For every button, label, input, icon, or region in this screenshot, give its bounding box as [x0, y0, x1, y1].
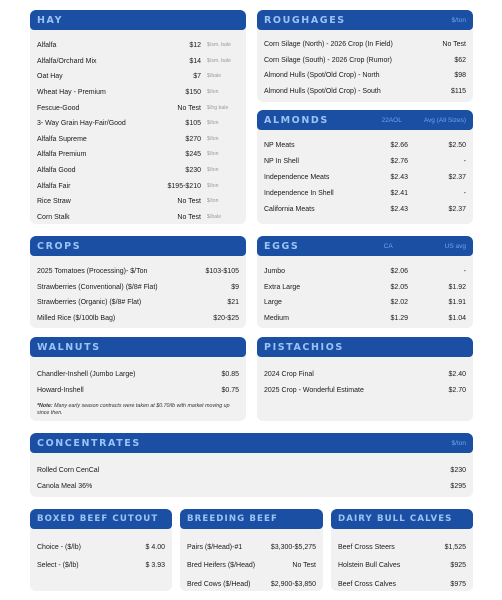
item-value: $14: [189, 57, 201, 65]
roughages-header: [257, 10, 473, 30]
walnuts-panel: [30, 337, 246, 421]
walnuts-note-bold: *Note:: [37, 403, 53, 409]
pistachios-panel: [257, 337, 473, 421]
item-value-col2: $1.04: [448, 315, 466, 323]
item-label: NP In Shell: [264, 158, 299, 166]
item-value-col2: $1.92: [448, 283, 466, 291]
walnuts-note-text: Many early season contracts were taken at $0.70/lb with market moving up since then.: [37, 403, 230, 417]
concentrates-unit: $/ton: [451, 439, 466, 447]
item-label: Alfalfa Fair: [37, 182, 71, 190]
list-item: [37, 462, 466, 479]
item-unit: $/sm. bale: [207, 57, 231, 64]
crops-header: [30, 236, 246, 256]
hay-title: HAY: [37, 14, 64, 26]
breeding-beef-header: [180, 509, 323, 529]
pistachios-header: [257, 337, 473, 357]
list-item: [264, 138, 466, 154]
item-value-col2: -: [463, 158, 466, 166]
item-label: Wheat Hay - Premium: [37, 89, 106, 97]
item-value: $21: [227, 299, 239, 307]
item-unit: $/ton: [207, 135, 219, 142]
list-item: [37, 311, 239, 327]
list-item: [264, 37, 466, 53]
list-item: [264, 185, 466, 201]
item-unit: $/bale: [207, 213, 222, 220]
list-item: [37, 366, 239, 383]
list-item: [37, 479, 466, 496]
item-value-col1: $1.29: [390, 315, 408, 323]
item-label: Pairs ($/Head)-#1: [187, 543, 243, 551]
item-value: $20-$25: [213, 315, 239, 323]
list-item: [37, 264, 239, 280]
item-value: $2,900-$3,850: [270, 580, 316, 588]
item-label: 2025 Tomatoes (Processing)- $/Ton: [37, 268, 148, 276]
eggs-title: EGGS: [264, 240, 300, 252]
item-value: $7: [193, 73, 201, 81]
item-value-col2: -: [463, 189, 466, 197]
item-label: Extra Large: [264, 283, 301, 291]
item-label: Alfalfa/Orchard Mix: [37, 57, 97, 65]
item-value: No Test: [177, 213, 201, 221]
breeding-beef-title: BREEDING BEEF: [187, 514, 278, 524]
item-unit: $/ton: [207, 88, 219, 95]
list-item: [37, 85, 239, 101]
list-item: [338, 575, 466, 591]
item-label: Corn Stalk: [37, 213, 70, 221]
list-item: [264, 295, 466, 311]
item-label: 2024 Crop Final: [264, 370, 314, 378]
item-label: Bred Cows ($/Head): [187, 580, 251, 588]
list-item: [264, 84, 466, 100]
item-unit: $/bale: [207, 73, 222, 80]
almonds-col1-header: 22AOL: [381, 116, 402, 124]
item-label: Almond Hulls (Spot/Old Crop) - North: [264, 72, 380, 80]
item-value: $3,300-$5,275: [270, 543, 316, 551]
list-item: [37, 116, 239, 132]
almonds-col2-header: Avg (All Sizes): [423, 116, 466, 124]
list-item: [37, 100, 239, 116]
item-label: Holstein Bull Calves: [338, 562, 401, 570]
item-label: Corn Silage (South) - 2026 Crop (Rumor): [264, 56, 392, 64]
list-item: [187, 575, 316, 591]
item-value: $925: [450, 562, 466, 570]
almonds-panel: [257, 110, 473, 224]
list-item: [264, 154, 466, 170]
item-value-col1: $2.02: [390, 299, 408, 307]
list-item: [37, 295, 239, 311]
list-item: [37, 383, 239, 400]
walnuts-header: [30, 337, 246, 357]
list-item: [264, 280, 466, 296]
item-value: No Test: [442, 41, 466, 49]
boxed-beef-title: BOXED BEEF CUTOUT: [37, 514, 159, 524]
list-item: [264, 170, 466, 186]
item-unit: $/ton: [207, 120, 219, 127]
item-value-col2: $1.91: [448, 299, 466, 307]
item-value: $1,525: [444, 543, 466, 551]
almonds-title: ALMONDS: [264, 114, 329, 126]
item-value-col1: $2.43: [390, 173, 408, 181]
item-value: No Test: [177, 198, 201, 206]
list-item: [37, 538, 165, 557]
almonds-header: [257, 110, 473, 130]
item-value: $9: [231, 283, 239, 291]
item-value: No Test: [292, 562, 316, 570]
item-label: 3- Way Grain Hay-Fair/Good: [37, 120, 126, 128]
eggs-col2-header: US avg: [444, 242, 466, 250]
item-value: $105: [185, 120, 201, 128]
item-label: Beef Cross Steers: [338, 543, 395, 551]
hay-list: [30, 30, 246, 224]
item-label: Alfalfa Good: [37, 167, 76, 175]
crops-panel: [30, 236, 246, 328]
item-label: Independence In Shell: [264, 189, 334, 197]
pistachios-title: PISTACHIOS: [264, 341, 344, 353]
item-value: $62: [454, 56, 466, 64]
list-item: [37, 38, 239, 54]
item-unit: $/lrg bale: [207, 104, 229, 111]
item-value-col1: $2.76: [390, 158, 408, 166]
list-item: [264, 264, 466, 280]
item-label: Strawberries (Organic) ($/8# Flat): [37, 299, 142, 307]
roughages-title: ROUGHAGES: [264, 14, 346, 26]
item-label: Alfalfa Premium: [37, 151, 87, 159]
list-item: [37, 210, 239, 224]
list-item: [264, 366, 466, 383]
item-label: Select - ($/lb): [37, 562, 79, 570]
dairy-bull-calves-header: [331, 509, 473, 529]
item-label: Canola Meal 36%: [37, 483, 93, 491]
item-label: Chandler-Inshell (Jumbo Large): [37, 370, 136, 378]
item-value: No Test: [177, 104, 201, 112]
eggs-panel: [257, 236, 473, 328]
list-item: [37, 163, 239, 179]
item-value: $0.75: [221, 387, 239, 395]
eggs-header: [257, 236, 473, 256]
item-label: Rolled Corn CenCal: [37, 466, 100, 474]
item-value-col2: $2.37: [448, 205, 466, 213]
item-value-col2: $2.37: [448, 173, 466, 181]
item-label: Alfalfa Supreme: [37, 135, 87, 143]
dairy-bull-calves-panel: [331, 509, 473, 591]
list-item: [37, 280, 239, 296]
item-label: Large: [264, 299, 282, 307]
list-item: [37, 69, 239, 85]
item-label: Bred Heifers ($/Head): [187, 562, 256, 570]
item-value: $295: [450, 483, 466, 491]
item-unit: $/ton: [207, 182, 219, 189]
list-item: [187, 557, 316, 576]
item-value-col1: $2.43: [390, 205, 408, 213]
hay-panel: [30, 10, 246, 224]
list-item: [37, 147, 239, 163]
item-value-col1: $2.05: [390, 283, 408, 291]
item-value: $115: [450, 88, 466, 96]
item-value-col2: -: [463, 268, 466, 276]
item-value: $0.85: [221, 370, 239, 378]
item-label: Oat Hay: [37, 73, 63, 81]
item-label: Almond Hulls (Spot/Old Crop) - South: [264, 88, 381, 96]
boxed-beef-panel: [30, 509, 172, 591]
item-label: Howard-Inshell: [37, 387, 84, 395]
item-value: $195-$210: [167, 182, 201, 190]
list-item: [264, 53, 466, 69]
item-label: Alfalfa: [37, 42, 57, 50]
concentrates-panel: [30, 433, 473, 497]
item-label: Medium: [264, 315, 289, 323]
item-value: $103-$105: [205, 268, 239, 276]
list-item: [187, 538, 316, 557]
item-value: $270: [185, 135, 201, 143]
boxed-beef-header: [30, 509, 172, 529]
item-value: $ 3.93: [145, 562, 165, 570]
item-label: Fescue-Good: [37, 104, 80, 112]
list-item: [37, 54, 239, 70]
item-unit: $/ton: [207, 166, 219, 173]
item-label: Independence Meats: [264, 173, 330, 181]
item-label: Strawberries (Conventional) ($/8# Flat): [37, 283, 158, 291]
dairy-bull-calves-title: DAIRY BULL CALVES: [338, 514, 453, 524]
item-value: $12: [189, 42, 201, 50]
item-value-col1: $2.66: [390, 142, 408, 150]
item-value: $230: [185, 167, 201, 175]
concentrates-header: [30, 433, 473, 453]
item-unit: $/sm. bale: [207, 42, 231, 49]
item-value: $2.40: [448, 370, 466, 378]
item-unit: $/ton: [207, 151, 219, 158]
list-item: [37, 178, 239, 194]
crops-title: CROPS: [37, 240, 82, 252]
list-item: [37, 132, 239, 148]
roughages-unit: $/ton: [451, 16, 466, 24]
list-item: [264, 311, 466, 327]
item-value: $245: [185, 151, 201, 159]
concentrates-title: CONCENTRATES: [37, 437, 141, 449]
item-label: California Meats: [264, 205, 315, 213]
list-item: [264, 68, 466, 84]
item-value: $98: [454, 72, 466, 80]
list-item: [264, 201, 466, 217]
item-value-col2: $2.50: [448, 142, 466, 150]
hay-header: [30, 10, 246, 30]
item-label: Beef Cross Calves: [338, 580, 396, 588]
item-label: 2025 Crop - Wonderful Estimate: [264, 387, 364, 395]
item-value: $ 4.00: [145, 543, 165, 551]
item-unit: $/ton: [207, 198, 219, 205]
item-label: NP Meats: [264, 142, 295, 150]
item-label: Jumbo: [264, 268, 286, 276]
item-value: $230: [450, 466, 466, 474]
list-item: [264, 383, 466, 400]
list-item: [338, 557, 466, 576]
item-value-col1: $2.41: [390, 189, 408, 197]
roughages-panel: [257, 10, 473, 102]
list-item: [338, 538, 466, 557]
item-label: Milled Rice ($/100lb Bag): [37, 315, 116, 323]
list-item: [37, 194, 239, 210]
eggs-col1-header: CA: [383, 242, 393, 250]
item-value-col1: $2.06: [390, 268, 408, 276]
item-label: Rice Straw: [37, 198, 71, 206]
walnuts-title: WALNUTS: [37, 341, 101, 353]
list-item: [37, 557, 165, 576]
item-label: Corn Silage (North) - 2026 Crop (In Field): [264, 41, 393, 49]
breeding-beef-panel: [180, 509, 323, 591]
walnuts-note: [30, 399, 246, 417]
item-value: $2.70: [448, 387, 466, 395]
item-label: Choice - ($/lb): [37, 543, 81, 551]
item-value: $150: [185, 89, 201, 97]
item-value: $975: [450, 580, 466, 588]
